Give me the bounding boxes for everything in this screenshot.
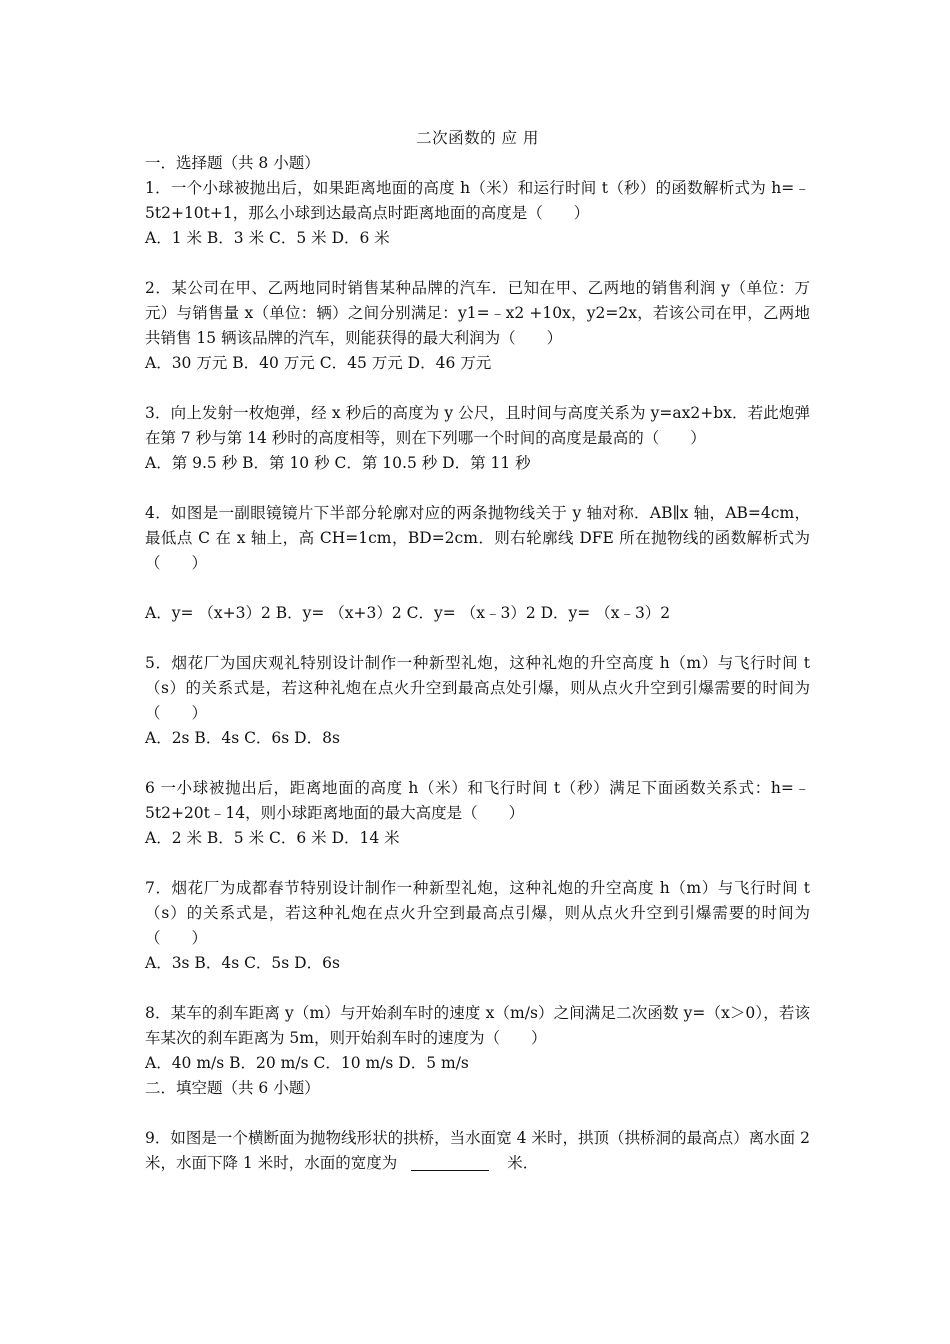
question-text: 1．一个小球被抛出后，如果距离地面的高度 h（米）和运行时间 t（秒）的函数解析式为 h=﹣5t2+10t+1，那么小球到达最高点时距离地面的高度是（ ） [145, 179, 810, 222]
question-3 [145, 401, 810, 476]
question-7 [145, 876, 810, 976]
question-text: 7．烟花厂为成都春节特别设计制作一种新型礼炮，这种礼炮的升空高度 h（m）与飞行时间 t（s）的关系式是，若这种礼炮在点火升空到最高点引爆，则从点火升空到引爆需要的时间为（ ） [145, 879, 810, 947]
question-options: A．y= （x+3）2 B．y= （x+3）2 C．y= （x﹣3）2 D．y= （x﹣3）2 [145, 604, 671, 622]
question-5 [145, 651, 810, 751]
question-9 [145, 1126, 810, 1176]
question-options: A．40 m/s B．20 m/s C．10 m/s D．5 m/s [145, 1054, 469, 1072]
answer-blank [411, 1152, 489, 1171]
question-text: 5．烟花厂为国庆观礼特别设计制作一种新型礼炮，这种礼炮的升空高度 h（m）与飞行时间 t（s）的关系式是，若这种礼炮在点火升空到最高点处引爆，则从点火升空到引爆需要的时间为（ ） [145, 654, 810, 722]
question-6 [145, 776, 810, 851]
page-title: 二次函数的 应 用 [416, 129, 539, 147]
question-2 [145, 276, 810, 376]
document-page [145, 126, 810, 1176]
question-options: A．2 米 B．5 米 C．6 米 D．14 米 [145, 829, 400, 847]
question-text: 3．向上发射一枚炮弹，经 x 秒后的高度为 y 公尺，且时间与高度关系为 y=ax2+bx．若此炮弹在第 7 秒与第 14 秒时的高度相等，则在下列哪一个时间的高度是最高的（ ） [145, 404, 810, 447]
question-4 [145, 501, 810, 626]
question-text: 2．某公司在甲、乙两地同时销售某种品牌的汽车．已知在甲、乙两地的销售利润 y（单位：万元）与销售量 x（单位：辆）之间分别满足：y1=﹣x2 +10x，y2=2x，若该公司在甲，乙两地共销售 15 辆该品牌的汽车，则能获得的最大利润为（ ） [145, 279, 810, 347]
section-heading-choice: 一．选择题（共 8 小题） [145, 154, 320, 172]
question-text-tail: 米． [507, 1154, 539, 1172]
question-8 [145, 1001, 810, 1076]
question-options: A．2s B．4s C．6s D．8s [145, 729, 340, 747]
question-options: A．3s B．4s C．5s D．6s [145, 954, 340, 972]
question-options: A．1 米 B．3 米 C．5 米 D．6 米 [145, 229, 390, 247]
question-text: 6 一小球被抛出后，距离地面的高度 h（米）和飞行时间 t（秒）满足下面函数关系式：h=﹣5t2+20t﹣14，则小球距离地面的最大高度是（ ） [145, 779, 810, 822]
question-text: 9．如图是一个横断面为抛物线形状的拱桥，当水面宽 4 米时，拱顶（拱桥洞的最高点）离水面 2 米，水面下降 1 米时，水面的宽度为 [145, 1129, 810, 1172]
question-options: A．30 万元 B．40 万元 C．45 万元 D．46 万元 [145, 354, 492, 372]
section-heading-fill: 二．填空题（共 6 小题） [145, 1079, 320, 1097]
question-1 [145, 176, 810, 251]
question-options: A．第 9.5 秒 B．第 10 秒 C．第 10.5 秒 D．第 11 秒 [145, 454, 531, 472]
question-text: 4．如图是一副眼镜镜片下半部分轮廓对应的两条抛物线关于 y 轴对称．AB∥x 轴，AB=4cm，最低点 C 在 x 轴上，高 CH=1cm，BD=2cm．则右轮廓线 DFE 所在抛物线的函数解析式为（ ） [145, 504, 810, 572]
question-text: 8．某车的刹车距离 y（m）与开始刹车时的速度 x（m/s）之间满足二次函数 y=（x＞0），若该车某次的刹车距离为 5m，则开始刹车时的速度为（ ） [145, 1004, 810, 1047]
